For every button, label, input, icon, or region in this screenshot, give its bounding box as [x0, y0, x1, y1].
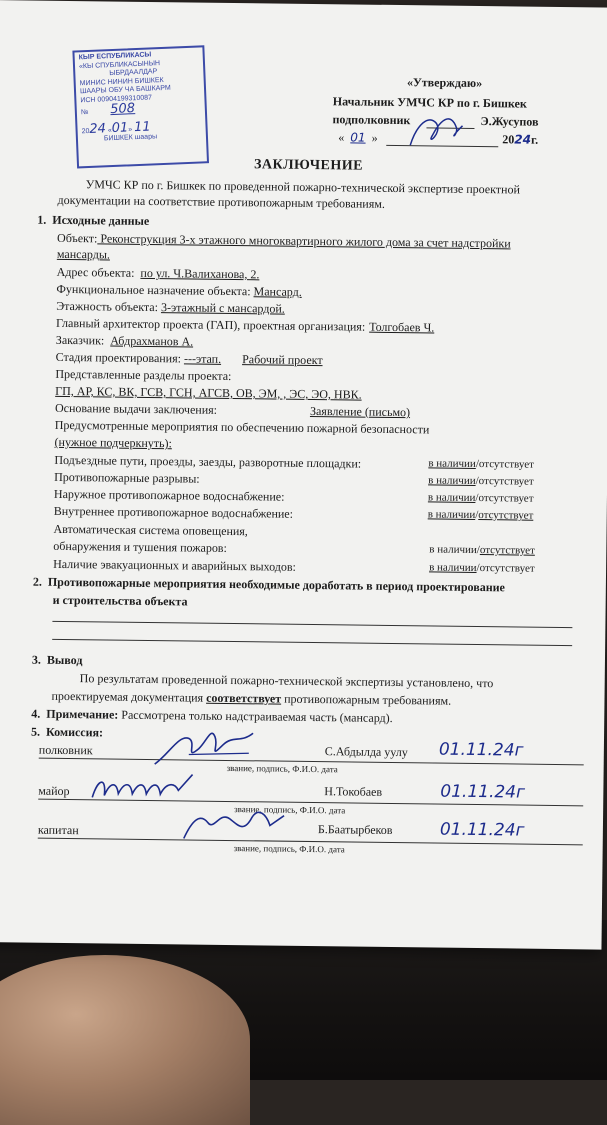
approval-year-prefix: 20	[502, 132, 515, 147]
alarm-label-1: Автоматическая система оповещения,	[53, 521, 248, 539]
stamp-date-year: 24	[89, 120, 107, 137]
alarm-yes: в наличии	[429, 543, 477, 557]
member-rank: полковник	[38, 742, 93, 758]
sections-value: ГП, АР, КС, ВК, ГСВ, ГСН, АГСВ, ОВ, ЭМ, , ЭС, ЭО, НВК.	[55, 383, 362, 402]
alarm-label-2: обнаружения и тушения пожаров:	[53, 538, 227, 555]
stamp-line: КЫР ЕСПУБЛИКАСЫ	[78, 51, 152, 62]
section-number: 4.	[31, 706, 41, 721]
section-title: Противопожарные мероприятия необходимые доработать в период проектирование	[47, 574, 505, 595]
member-name: С.Абдылда уулу	[324, 744, 408, 760]
member-name: Н.Токобаев	[324, 784, 383, 799]
section-title: Исходные данные	[52, 212, 150, 228]
section-number: 2.	[32, 574, 42, 589]
approval-date-open: «	[338, 130, 345, 145]
check-no: отсутствует	[478, 475, 534, 488]
stamp-date-day: 01	[111, 119, 129, 136]
object-value-cont: мансарды.	[56, 246, 111, 262]
stamp-line: МИНИС НИНИН БИШКЕК	[79, 76, 164, 87]
check-no: отсутствует	[478, 492, 534, 505]
floors-label: Этажность объекта:	[56, 298, 159, 315]
member-rank: майор	[38, 783, 70, 799]
member-caption: звание, подпись, Ф.И.О. дата	[234, 804, 346, 816]
member-date: 01.11.24г	[439, 819, 525, 841]
measures-line-2: (нужное подчеркнуть):	[54, 434, 172, 451]
section-title: Комиссия:	[45, 724, 104, 740]
stamp-date-prefix: 20	[81, 127, 90, 135]
address-value: по ул. Ч.Валиханова, 2.	[140, 265, 260, 282]
section-number: 1.	[37, 212, 47, 227]
check-yes: в наличии	[427, 508, 476, 521]
intro-line-1: УМЧС КР по г. Бишкек по проведенной пожарно-технической экспертизе проектной	[85, 177, 521, 197]
approval-position: Начальник УМЧС КР по г. Бишкек	[332, 94, 527, 111]
document-title: ЗАКЛЮЧЕНИЕ	[253, 157, 364, 174]
note-text: Рассмотрена только надстраиваемая часть (мансард).	[121, 707, 393, 725]
alarm-no: отсутствует	[479, 544, 535, 557]
section-title: Примечание:	[46, 706, 119, 722]
purpose-label: Функциональное назначение объекта:	[56, 281, 251, 299]
stamp-number: 508	[109, 101, 136, 118]
approval-signature-icon	[406, 105, 467, 156]
section-number: 3.	[31, 652, 42, 667]
intro-line-2: документации на соответствие противопожарным требованиям.	[57, 192, 385, 211]
section-title-cont: и строительства объекта	[52, 592, 188, 609]
check-sep: /	[475, 491, 479, 505]
member-rank: капитан	[37, 822, 79, 838]
stamp-city: БИШКЕК шаары	[103, 133, 158, 143]
approval-year: 24	[514, 132, 532, 147]
stamp-date-month: 11	[133, 118, 151, 135]
check-sep: /	[475, 457, 480, 471]
member-name: Б.Баатырбеков	[317, 822, 393, 838]
basis-value: Заявление (письмо)	[309, 403, 411, 420]
check-sep: /	[475, 508, 479, 522]
purpose-value: Мансард.	[253, 284, 302, 299]
object-label: Объект:	[57, 230, 98, 246]
stage-value: ---этап.	[183, 351, 222, 366]
signature-icon	[178, 802, 289, 847]
member-date: 01.11.24г	[438, 739, 524, 761]
address-label: Адрес объекта:	[56, 264, 135, 280]
check-label: Наружное противопожарное водоснабжение:	[53, 486, 285, 504]
check-label: Противопожарные разрывы:	[54, 469, 200, 486]
stage-label: Стадия проектирования:	[55, 349, 182, 366]
floors-value: 3-этажный с мансардой.	[160, 300, 285, 316]
stamp-line: ЫБРДААЛДАР	[109, 68, 158, 78]
member-caption: звание, подпись, Ф.И.О. дата	[226, 762, 338, 775]
approval-date-close: »	[371, 130, 378, 145]
section-title: Вывод	[46, 652, 83, 668]
conclusion-verdict: соответствует	[206, 690, 282, 706]
stage-value-2: Рабочий проект	[242, 352, 323, 368]
approval-year-suffix: г.	[530, 132, 539, 147]
check-yes: в наличии	[428, 457, 476, 470]
sections-label: Представленные разделы проекта:	[55, 366, 232, 384]
approval-date-day: 01	[350, 130, 366, 145]
exits-no: отсутствует	[479, 562, 535, 575]
conclusion-text: проектируемая документация	[51, 688, 207, 705]
registration-stamp: КЫР ЕСПУБЛИКАСЫ «КЫ СПУБЛИКАСЫНЫН ЫБРДААЛДАР МИНИС НИНИН БИШКЕК ШААРЫ ОБУ ЧА БАШКАРМ ИСН 00904199310087 № 508 2024 «01» 11 БИШКЕК шаары	[72, 45, 209, 168]
approval-rank: подполковник	[332, 112, 411, 128]
architect-label: Главный архитектор проекта (ГАП), проектная организация:	[55, 315, 366, 334]
section-number: 5.	[30, 724, 41, 739]
alarm-sep: /	[476, 544, 480, 557]
basis-label: Основание выдачи заключения:	[54, 400, 218, 417]
customer-value: Абдрахманов А.	[110, 333, 194, 349]
exits-label: Наличие эвакуационных и аварийных выходов:	[53, 556, 296, 574]
object-value: Реконструкция 3-х этажного многоквартирного жилого дома за счет надстройки	[97, 231, 511, 251]
check-no: отсутствует	[478, 509, 534, 522]
member-date: 01.11.24г	[440, 781, 526, 803]
approval-title: «Утверждаю»	[406, 75, 483, 91]
stamp-number-label: №	[80, 108, 89, 117]
exits-sep: /	[476, 562, 480, 575]
signature-icon	[149, 724, 260, 773]
approval-name: Э.Жусупов	[480, 114, 539, 129]
check-label: Внутреннее противопожарное водоснабжение:	[53, 503, 294, 521]
stamp-line: ШААРЫ ОБУ ЧА БАШКАРМ	[79, 84, 171, 96]
stamp-line: ИСН 00904199310087	[80, 93, 153, 104]
stamp-line: «КЫ СПУБЛИКАСЫНЫН	[78, 59, 161, 70]
check-sep: /	[475, 474, 479, 488]
conclusion-text: противопожарным требованиям.	[281, 691, 452, 708]
check-yes: в наличии	[427, 491, 476, 504]
architect-value: Толгобаев Ч.	[369, 319, 435, 335]
check-label: Подъездные пути, проезды, заезды, разворотные площадки:	[54, 452, 362, 471]
exits-yes: в наличии	[429, 561, 477, 575]
measures-line-1: Предусмотренные мероприятия по обеспечению пожарной безопасности	[54, 417, 430, 437]
check-no: отсутствует	[478, 458, 535, 471]
member-caption: звание, подпись, Ф.И.О. дата	[233, 843, 345, 855]
check-yes: в наличии	[428, 474, 476, 487]
customer-label: Заказчик:	[55, 332, 105, 348]
conclusion-line-1: По результатам проведенной пожарно-технической экспертизы установлено, что	[79, 671, 494, 691]
